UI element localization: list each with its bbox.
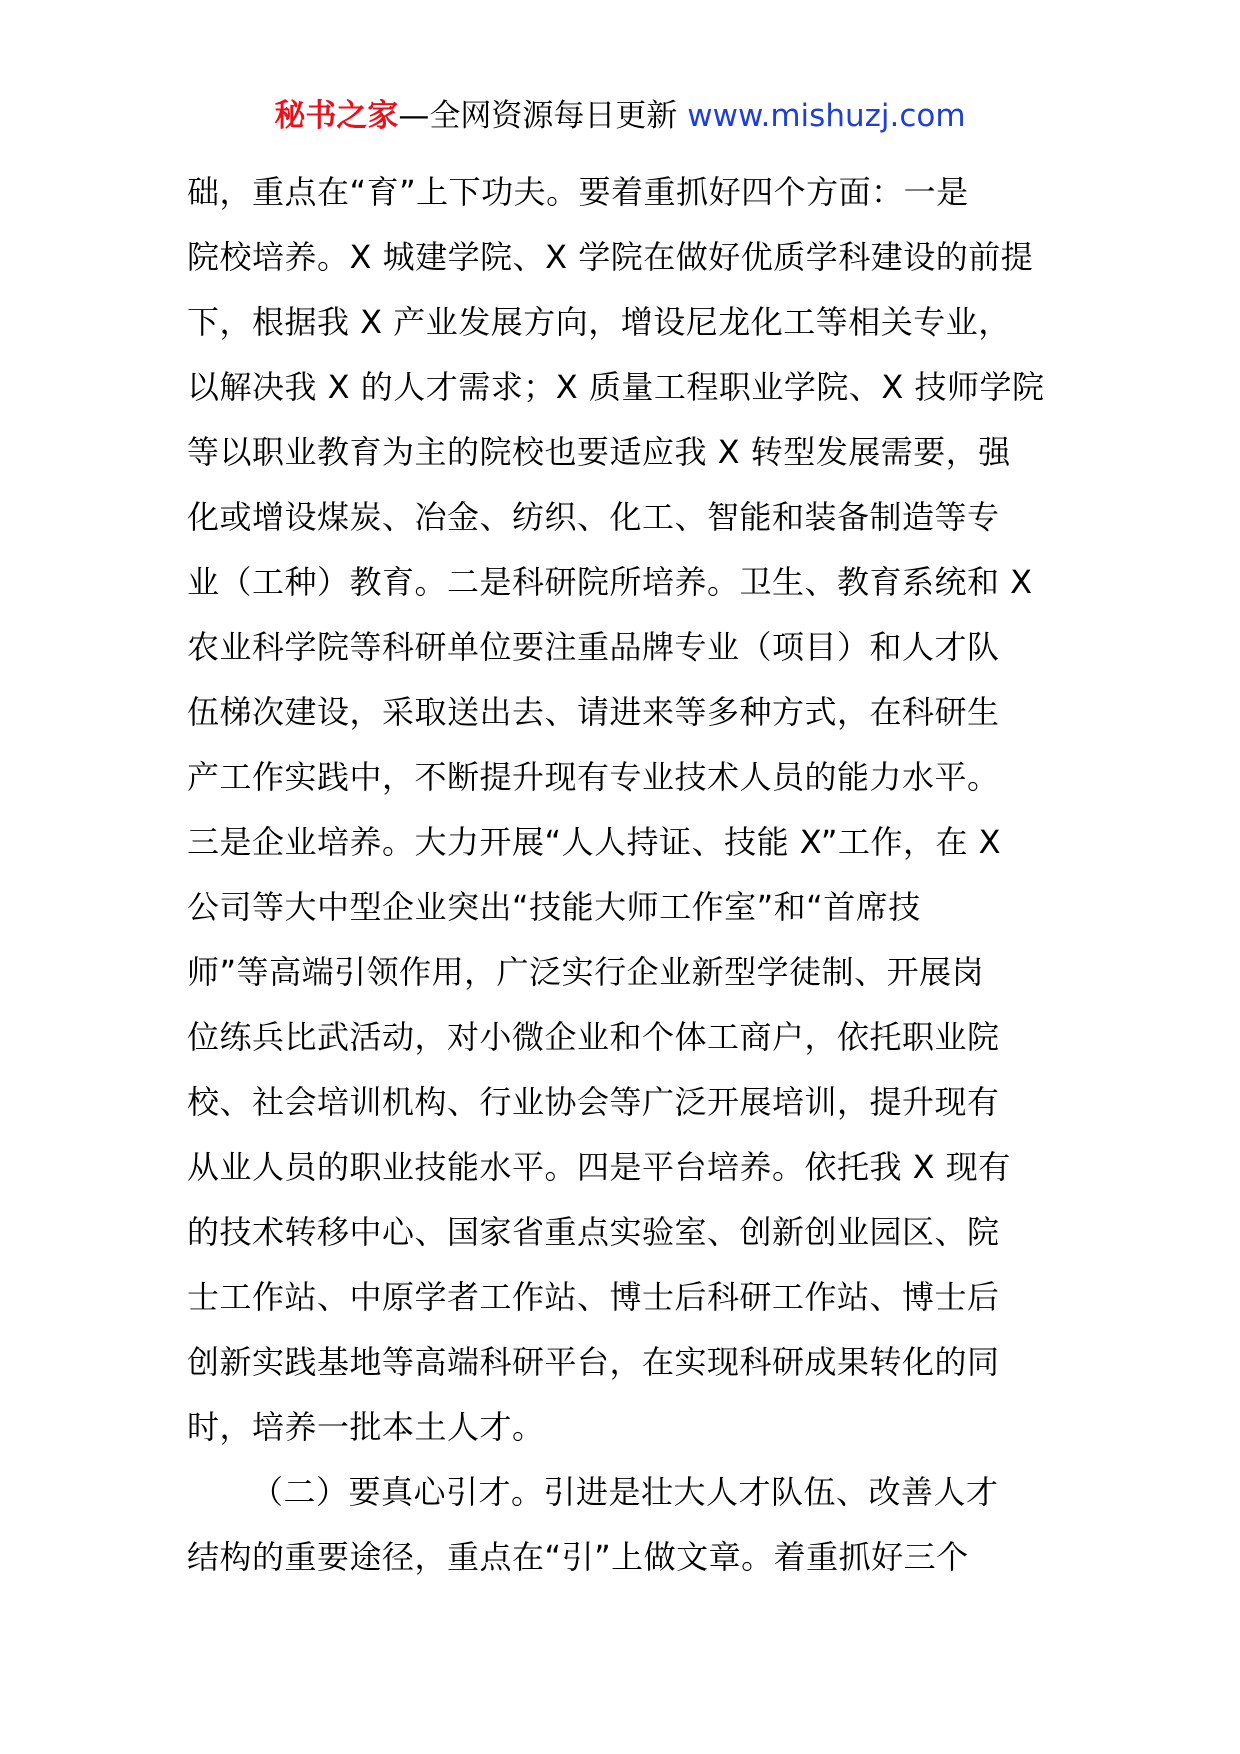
text-line: 以解决我 X 的人才需求；X 质量工程职业学院、X 技师学院	[187, 368, 1045, 406]
text-line: 位练兵比武活动，对小微企业和个体工商户，依托职业院	[187, 1018, 1000, 1056]
site-slogan: —全网资源每日更新	[398, 98, 678, 134]
text-line: 三是企业培养。大力开展“人人持证、技能 X”工作，在 X	[187, 823, 1002, 861]
text-line: 化或增设煤炭、冶金、纺织、化工、智能和装备制造等专	[187, 498, 1000, 536]
paragraph-start-line: （二）要真心引才。引进是壮大人才队伍、改善人才	[251, 1473, 999, 1511]
text-line: 公司等大中型企业突出“技能大师工作室”和“首席技	[187, 888, 921, 926]
site-header	[0, 94, 1240, 138]
text-line: 创新实践基地等高端科研平台，在实现科研成果转化的同	[187, 1343, 1000, 1381]
site-url[interactable]: www.mishuzj.com	[687, 98, 966, 134]
text-line: 产工作实践中，不断提升现有专业技术人员的能力水平。	[187, 758, 1000, 796]
document-body	[187, 160, 1057, 1590]
text-line: 时，培养一批本土人才。	[187, 1408, 545, 1446]
text-line: 农业科学院等科研单位要注重品牌专业（项目）和人才队	[187, 628, 1000, 666]
text-line: 校、社会培训机构、行业协会等广泛开展培训，提升现有	[187, 1083, 1000, 1121]
text-line: 业（工种）教育。二是科研院所培养。卫生、教育系统和 X	[187, 563, 1033, 601]
text-line: 的技术转移中心、国家省重点实验室、创新创业园区、院	[187, 1213, 1000, 1251]
text-line: 结构的重要途径，重点在“引”上做文章。着重抓好三个	[187, 1538, 969, 1576]
text-line: 师”等高端引领作用，广泛实行企业新型学徒制、开展岗	[187, 953, 985, 991]
text-line: 伍梯次建设，采取送出去、请进来等多种方式，在科研生	[187, 693, 1000, 731]
text-line: 础，重点在“育”上下功夫。要着重抓好四个方面：一是	[187, 173, 969, 211]
text-line: 从业人员的职业技能水平。四是平台培养。依托我 X 现有	[187, 1148, 1011, 1186]
text-line: 等以职业教育为主的院校也要适应我 X 转型发展需要，强	[187, 433, 1011, 471]
site-brand: 秘书之家	[274, 98, 399, 134]
text-line: 下，根据我 X 产业发展方向，增设尼龙化工等相关专业，	[187, 303, 1011, 341]
text-line: 院校培养。X 城建学院、X 学院在做好优质学科建设的前提	[187, 238, 1034, 276]
text-line: 士工作站、中原学者工作站、博士后科研工作站、博士后	[187, 1278, 1000, 1316]
